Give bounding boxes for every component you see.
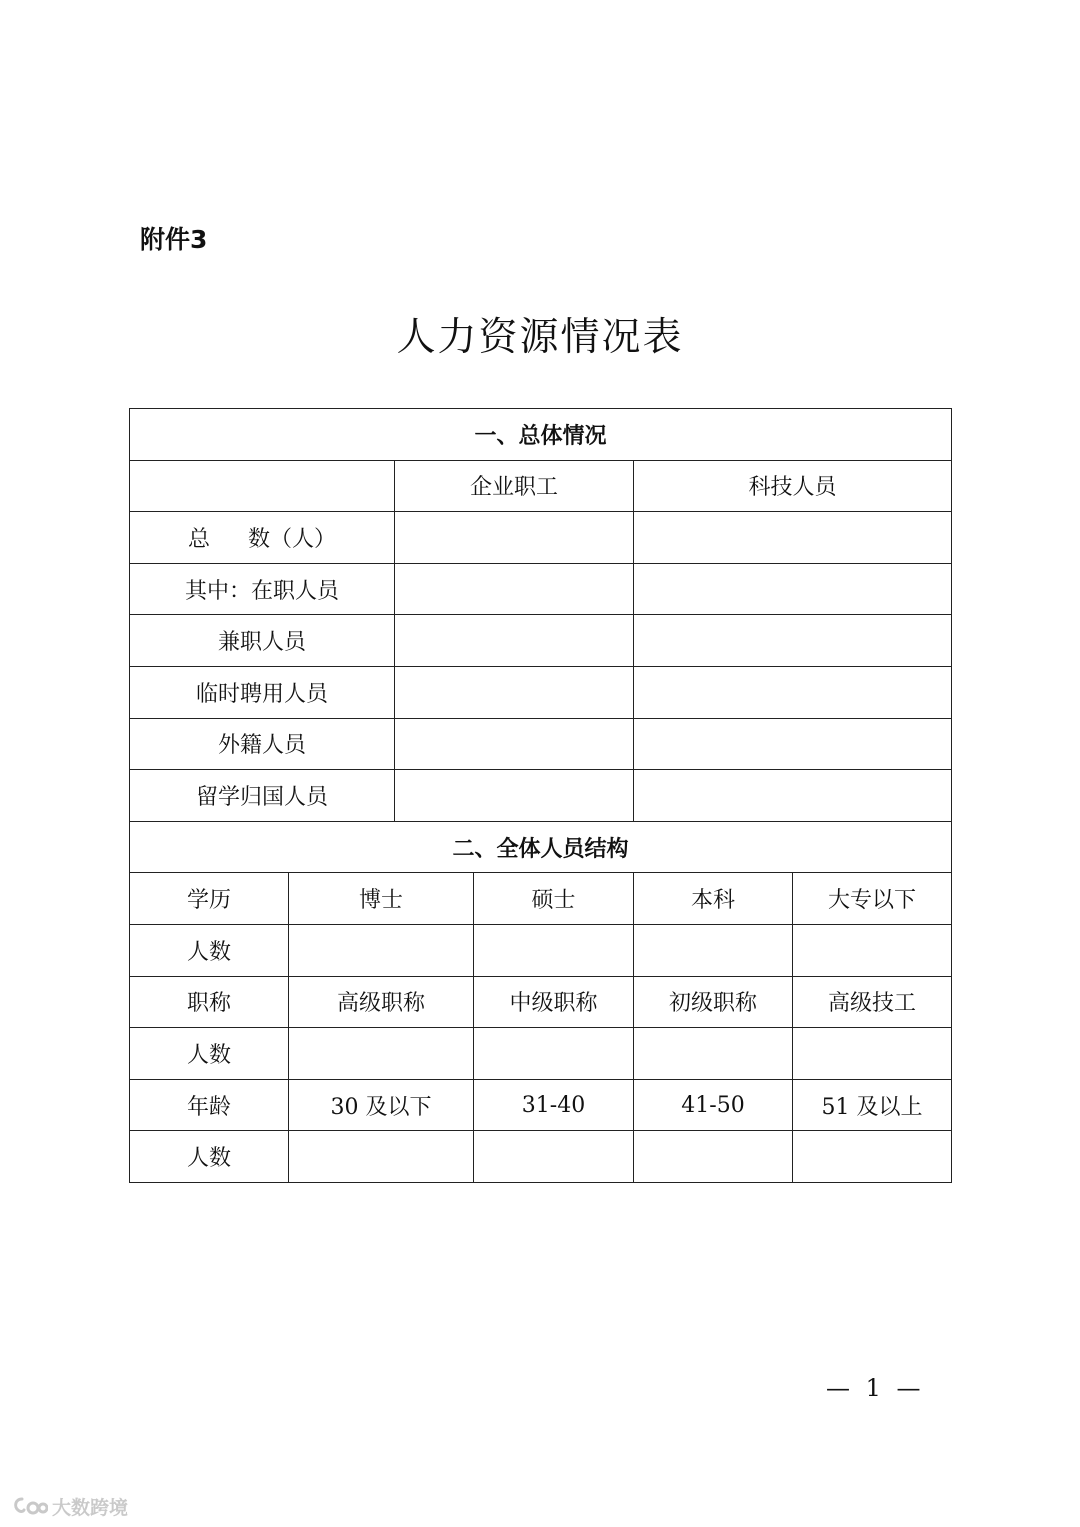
- input-cell-employees-temporary[interactable]: [395, 666, 634, 718]
- table-row: [130, 976, 952, 1028]
- col-age-31-40: 31-40: [474, 1079, 634, 1131]
- col-phd: 博士: [289, 873, 474, 925]
- col-senior-technician: 高级技工: [793, 976, 952, 1028]
- input-cell-junior-title-count[interactable]: [634, 1028, 793, 1080]
- col-age-30-below: 30 及以下: [289, 1079, 474, 1131]
- table-row: [130, 1079, 952, 1131]
- document-title: 人力资源情况表: [396, 315, 684, 360]
- header-tech-staff: 科技人员: [634, 460, 952, 512]
- input-cell-tech-fulltime[interactable]: [634, 563, 952, 615]
- section2-heading: 二、全体人员结构: [130, 821, 952, 873]
- watermark: [12, 1493, 128, 1520]
- hr-form-table: [129, 408, 952, 1183]
- table-row: [130, 563, 952, 615]
- table-row: [130, 924, 952, 976]
- input-cell-employees-fulltime[interactable]: [395, 563, 634, 615]
- input-cell-age-30-below-count[interactable]: [289, 1131, 474, 1183]
- header-employees: 企业职工: [395, 460, 634, 512]
- input-cell-tech-total[interactable]: [634, 512, 952, 564]
- watermark-text: 大数跨境: [52, 1497, 129, 1519]
- input-cell-masters-count[interactable]: [474, 924, 634, 976]
- row-label-title-count: 人数: [130, 1028, 289, 1080]
- input-cell-employees-foreign[interactable]: [395, 718, 634, 770]
- col-masters: 硕士: [474, 873, 634, 925]
- table-row: [130, 873, 952, 925]
- row-label-foreign: 外籍人员: [130, 718, 395, 770]
- col-college-below: 大专以下: [793, 873, 952, 925]
- section1-header-row: [130, 460, 952, 512]
- section2-heading-row: [130, 821, 952, 873]
- row-label-returnees: 留学归国人员: [130, 770, 395, 822]
- row-label-title-rank: 职称: [130, 976, 289, 1028]
- table-row: [130, 1131, 952, 1183]
- header-blank-cell: [130, 460, 395, 512]
- col-junior-title: 初级职称: [634, 976, 793, 1028]
- input-cell-tech-foreign[interactable]: [634, 718, 952, 770]
- row-label-education: 学历: [130, 873, 289, 925]
- input-cell-employees-total[interactable]: [395, 512, 634, 564]
- table-row: [130, 1028, 952, 1080]
- input-cell-tech-parttime[interactable]: [634, 615, 952, 667]
- col-age-41-50: 41-50: [634, 1079, 793, 1131]
- row-label-temporary: 临时聘用人员: [130, 666, 395, 718]
- row-label-age: 年龄: [130, 1079, 289, 1131]
- input-cell-age-31-40-count[interactable]: [474, 1131, 634, 1183]
- watermark-logo-icon: [12, 1496, 48, 1518]
- col-senior-title: 高级职称: [289, 976, 474, 1028]
- row-label-parttime: 兼职人员: [130, 615, 395, 667]
- input-cell-mid-title-count[interactable]: [474, 1028, 634, 1080]
- row-label-total: 总 数（人）: [130, 512, 395, 564]
- input-cell-senior-technician-count[interactable]: [793, 1028, 952, 1080]
- input-cell-bachelor-count[interactable]: [634, 924, 793, 976]
- input-cell-employees-parttime[interactable]: [395, 615, 634, 667]
- input-cell-tech-returnees[interactable]: [634, 770, 952, 822]
- input-cell-employees-returnees[interactable]: [395, 770, 634, 822]
- input-cell-senior-title-count[interactable]: [289, 1028, 474, 1080]
- col-mid-title: 中级职称: [474, 976, 634, 1028]
- table-row: [130, 615, 952, 667]
- input-cell-age-41-50-count[interactable]: [634, 1131, 793, 1183]
- input-cell-tech-temporary[interactable]: [634, 666, 952, 718]
- row-label-fulltime: 其中：在职人员: [130, 563, 395, 615]
- col-bachelor: 本科: [634, 873, 793, 925]
- row-label-age-count: 人数: [130, 1131, 289, 1183]
- section1-heading-row: [130, 409, 952, 461]
- input-cell-college-below-count[interactable]: [793, 924, 952, 976]
- input-cell-age-51-above-count[interactable]: [793, 1131, 952, 1183]
- table-row: [130, 718, 952, 770]
- page-number: — 1 —: [826, 1374, 925, 1402]
- table-row: [130, 512, 952, 564]
- attachment-label: 附件3: [140, 225, 208, 254]
- table-row: [130, 666, 952, 718]
- row-label-education-count: 人数: [130, 924, 289, 976]
- table-row: [130, 770, 952, 822]
- section1-heading: 一、总体情况: [130, 409, 952, 461]
- input-cell-phd-count[interactable]: [289, 924, 474, 976]
- col-age-51-above: 51 及以上: [793, 1079, 952, 1131]
